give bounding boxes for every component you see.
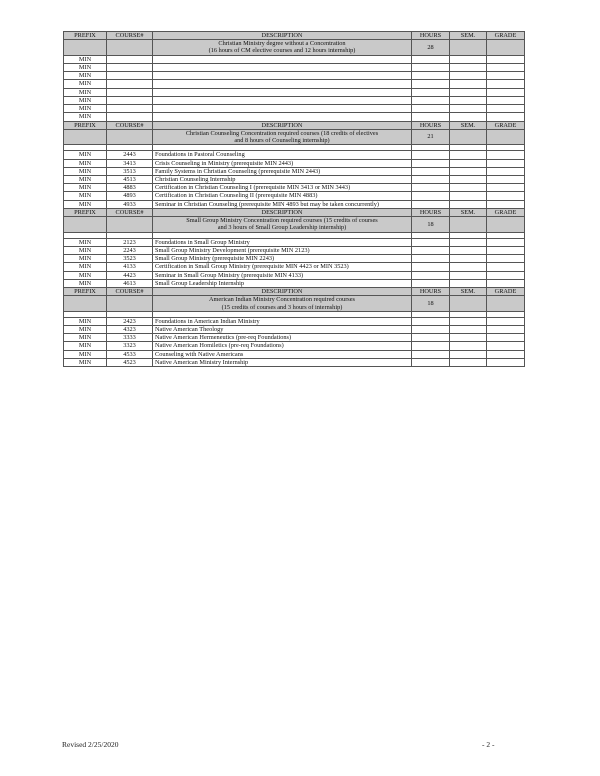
course-sem	[450, 238, 487, 246]
course-number	[107, 88, 153, 96]
section-title-row	[64, 129, 525, 144]
title-course-cell	[107, 129, 153, 144]
course-hours	[412, 334, 450, 342]
course-grade	[487, 159, 525, 167]
course-grade	[487, 271, 525, 279]
course-grade	[487, 358, 525, 366]
course-hours	[412, 246, 450, 254]
course-grade	[487, 88, 525, 96]
course-row	[64, 238, 525, 246]
course-row	[64, 263, 525, 271]
course-sem	[450, 325, 487, 333]
course-sem	[450, 317, 487, 325]
header-row	[64, 208, 525, 216]
course-sem	[450, 255, 487, 263]
course-header: COURSE#	[107, 288, 153, 296]
course-header: COURSE#	[107, 121, 153, 129]
title-grade-cell	[487, 296, 525, 311]
course-prefix: MIN	[64, 88, 107, 96]
course-hours	[412, 55, 450, 63]
grade-header: GRADE	[487, 32, 525, 40]
course-number: 3523	[107, 255, 153, 263]
course-prefix: MIN	[64, 358, 107, 366]
section-title-line2: and 3 hours of Small Group Leadership internship)	[217, 224, 347, 232]
title-grade-cell	[487, 129, 525, 144]
course-row	[64, 80, 525, 88]
title-course-cell	[107, 40, 153, 55]
course-grade	[487, 72, 525, 80]
course-hours	[412, 325, 450, 333]
sem-header: SEM.	[450, 208, 487, 216]
section-title-line2: (16 hours of CM elective courses and 12 hours internship)	[208, 47, 356, 55]
course-hours	[412, 63, 450, 71]
course-prefix: MIN	[64, 279, 107, 287]
section-title	[153, 217, 412, 232]
course-row	[64, 317, 525, 325]
course-prefix: MIN	[64, 184, 107, 192]
course-prefix: MIN	[64, 151, 107, 159]
section-title-row	[64, 40, 525, 55]
revised-date: Revised 2/25/2020	[62, 740, 119, 749]
course-description: Foundations in American Indian Ministry	[153, 317, 412, 325]
course-description: Native American Ministry Internship	[153, 358, 412, 366]
course-prefix: MIN	[64, 175, 107, 183]
prefix-header: PREFIX	[64, 32, 107, 40]
title-prefix-cell	[64, 129, 107, 144]
grade-header: GRADE	[487, 288, 525, 296]
course-grade	[487, 238, 525, 246]
course-grade	[487, 255, 525, 263]
course-prefix: MIN	[64, 263, 107, 271]
page-number: - 2 -	[482, 740, 495, 749]
course-grade	[487, 317, 525, 325]
course-prefix: MIN	[64, 238, 107, 246]
course-number: 4613	[107, 279, 153, 287]
section-hours: 18	[412, 296, 450, 311]
course-header: COURSE#	[107, 32, 153, 40]
course-number: 4133	[107, 263, 153, 271]
course-prefix: MIN	[64, 192, 107, 200]
course-grade	[487, 151, 525, 159]
course-grade	[487, 263, 525, 271]
course-row	[64, 200, 525, 208]
course-description: Crisis Counseling in Ministry (prerequisite MIN 2443)	[153, 159, 412, 167]
course-sem	[450, 342, 487, 350]
course-prefix: MIN	[64, 334, 107, 342]
course-prefix: MIN	[64, 255, 107, 263]
title-course-cell	[107, 296, 153, 311]
course-number	[107, 63, 153, 71]
course-prefix: MIN	[64, 63, 107, 71]
grade-header: GRADE	[487, 208, 525, 216]
course-prefix: MIN	[64, 317, 107, 325]
title-sem-cell	[450, 217, 487, 232]
header-row	[64, 288, 525, 296]
course-description	[153, 80, 412, 88]
course-number: 4933	[107, 200, 153, 208]
section-title-line2: (15 credits of courses and 3 hours of internship)	[221, 303, 343, 311]
section-title-line1: Christian Counseling Concentration required courses (18 credits of electives	[185, 129, 379, 137]
course-hours	[412, 263, 450, 271]
course-description: Christian Counseling Internship	[153, 175, 412, 183]
course-prefix: MIN	[64, 55, 107, 63]
course-sem	[450, 246, 487, 254]
course-row	[64, 334, 525, 342]
course-row	[64, 246, 525, 254]
section-title	[153, 296, 412, 311]
course-row	[64, 55, 525, 63]
course-row	[64, 342, 525, 350]
section-title-row	[64, 217, 525, 232]
course-number	[107, 80, 153, 88]
course-hours	[412, 96, 450, 104]
title-prefix-cell	[64, 296, 107, 311]
course-grade	[487, 80, 525, 88]
course-hours	[412, 88, 450, 96]
course-hours	[412, 350, 450, 358]
course-number	[107, 105, 153, 113]
course-grade	[487, 113, 525, 121]
sem-header: SEM.	[450, 288, 487, 296]
course-sem	[450, 113, 487, 121]
course-hours	[412, 167, 450, 175]
course-number: 2123	[107, 238, 153, 246]
course-sem	[450, 263, 487, 271]
course-row	[64, 192, 525, 200]
course-description: Native American Homiletics (pre-req Foundations)	[153, 342, 412, 350]
hours-header: HOURS	[412, 208, 450, 216]
course-prefix: MIN	[64, 113, 107, 121]
course-hours	[412, 192, 450, 200]
course-row	[64, 325, 525, 333]
section-title	[153, 40, 412, 55]
course-sem	[450, 271, 487, 279]
course-description: Certification in Christian Counseling I (prerequisite MIN 3413 or MIN 3443)	[153, 184, 412, 192]
section-hours: 28	[412, 40, 450, 55]
course-row	[64, 88, 525, 96]
course-grade	[487, 175, 525, 183]
title-sem-cell	[450, 129, 487, 144]
course-sem	[450, 334, 487, 342]
course-row	[64, 96, 525, 104]
course-hours	[412, 159, 450, 167]
course-row	[64, 167, 525, 175]
course-number: 4523	[107, 358, 153, 366]
header-row	[64, 121, 525, 129]
grade-header: GRADE	[487, 121, 525, 129]
sem-header: SEM.	[450, 32, 487, 40]
course-description: Seminar in Christian Counseling (prerequisite MIN 4893 but may be taken concurrently)	[153, 200, 412, 208]
course-prefix: MIN	[64, 167, 107, 175]
course-row	[64, 72, 525, 80]
course-sem	[450, 200, 487, 208]
course-prefix: MIN	[64, 246, 107, 254]
hours-header: HOURS	[412, 32, 450, 40]
section-title-line1: Small Group Ministry Concentration required courses (15 credits of courses	[186, 217, 378, 225]
course-number: 2423	[107, 317, 153, 325]
course-number	[107, 55, 153, 63]
course-header: COURSE#	[107, 208, 153, 216]
course-sem	[450, 175, 487, 183]
section-title	[153, 129, 412, 144]
course-number: 3513	[107, 167, 153, 175]
prefix-header: PREFIX	[64, 208, 107, 216]
prefix-header: PREFIX	[64, 288, 107, 296]
course-description: Certification in Christian Counseling II (prerequisite MIN 4883)	[153, 192, 412, 200]
course-prefix: MIN	[64, 350, 107, 358]
course-description: Counseling with Native Americans	[153, 350, 412, 358]
course-hours	[412, 271, 450, 279]
course-number: 2243	[107, 246, 153, 254]
prefix-header: PREFIX	[64, 121, 107, 129]
course-prefix: MIN	[64, 271, 107, 279]
course-row	[64, 350, 525, 358]
course-number: 4513	[107, 175, 153, 183]
course-description	[153, 63, 412, 71]
course-prefix: MIN	[64, 342, 107, 350]
course-row	[64, 113, 525, 121]
course-description: Native American Theology	[153, 325, 412, 333]
section-title-row	[64, 296, 525, 311]
course-grade	[487, 55, 525, 63]
course-row	[64, 358, 525, 366]
course-grade	[487, 200, 525, 208]
section-title-line2: and 8 hours of Counseling internship)	[234, 137, 330, 145]
section-hours: 21	[412, 129, 450, 144]
course-prefix: MIN	[64, 72, 107, 80]
course-sem	[450, 159, 487, 167]
hours-header: HOURS	[412, 288, 450, 296]
course-sem	[450, 279, 487, 287]
course-description: Family Systems in Christian Counseling (prerequisite MIN 2443)	[153, 167, 412, 175]
course-hours	[412, 279, 450, 287]
title-prefix-cell	[64, 217, 107, 232]
course-sem	[450, 96, 487, 104]
course-number: 3413	[107, 159, 153, 167]
title-course-cell	[107, 217, 153, 232]
course-row	[64, 151, 525, 159]
course-row	[64, 255, 525, 263]
course-sem	[450, 80, 487, 88]
course-hours	[412, 255, 450, 263]
course-row	[64, 184, 525, 192]
course-hours	[412, 238, 450, 246]
course-description	[153, 105, 412, 113]
course-grade	[487, 105, 525, 113]
course-row	[64, 271, 525, 279]
course-requirements-table	[63, 31, 525, 367]
title-prefix-cell	[64, 40, 107, 55]
course-prefix: MIN	[64, 105, 107, 113]
course-grade	[487, 342, 525, 350]
course-number: 4533	[107, 350, 153, 358]
course-hours	[412, 342, 450, 350]
course-grade	[487, 184, 525, 192]
course-hours	[412, 105, 450, 113]
course-prefix: MIN	[64, 325, 107, 333]
course-number: 3333	[107, 334, 153, 342]
course-number: 4893	[107, 192, 153, 200]
course-grade	[487, 334, 525, 342]
course-description: Foundations in Small Group Ministry	[153, 238, 412, 246]
course-description: Certification in Small Group Ministry (prerequisite MIN 4423 or MIN 3523)	[153, 263, 412, 271]
course-prefix: MIN	[64, 80, 107, 88]
course-prefix: MIN	[64, 200, 107, 208]
course-grade	[487, 96, 525, 104]
course-hours	[412, 317, 450, 325]
description-header: DESCRIPTION	[153, 121, 412, 129]
course-grade	[487, 192, 525, 200]
course-sem	[450, 88, 487, 96]
course-description: Seminar in Small Group Ministry (prerequisite MIN 4133)	[153, 271, 412, 279]
header-row	[64, 32, 525, 40]
course-sem	[450, 350, 487, 358]
course-description: Small Group Leadership Internship	[153, 279, 412, 287]
course-sem	[450, 55, 487, 63]
course-grade	[487, 246, 525, 254]
course-hours	[412, 200, 450, 208]
course-description	[153, 96, 412, 104]
course-description: Foundations in Pastoral Counseling	[153, 151, 412, 159]
course-number: 4423	[107, 271, 153, 279]
course-prefix: MIN	[64, 96, 107, 104]
course-number: 2443	[107, 151, 153, 159]
course-sem	[450, 192, 487, 200]
course-number	[107, 96, 153, 104]
title-grade-cell	[487, 40, 525, 55]
course-hours	[412, 72, 450, 80]
course-description	[153, 88, 412, 96]
course-grade	[487, 63, 525, 71]
course-row	[64, 279, 525, 287]
course-number	[107, 72, 153, 80]
course-row	[64, 159, 525, 167]
course-sem	[450, 63, 487, 71]
section-title-line1: American Indian Ministry Concentration required courses	[208, 296, 355, 304]
course-description: Small Group Ministry Development (prerequisite MIN 2123)	[153, 246, 412, 254]
course-sem	[450, 105, 487, 113]
course-description	[153, 113, 412, 121]
course-hours	[412, 113, 450, 121]
course-hours	[412, 184, 450, 192]
course-grade	[487, 350, 525, 358]
course-description: Small Group Ministry (prerequisite MIN 2243)	[153, 255, 412, 263]
course-sem	[450, 167, 487, 175]
description-header: DESCRIPTION	[153, 32, 412, 40]
title-sem-cell	[450, 40, 487, 55]
course-grade	[487, 167, 525, 175]
course-sem	[450, 358, 487, 366]
description-header: DESCRIPTION	[153, 288, 412, 296]
description-header: DESCRIPTION	[153, 208, 412, 216]
course-number	[107, 113, 153, 121]
course-sem	[450, 72, 487, 80]
course-prefix: MIN	[64, 159, 107, 167]
title-sem-cell	[450, 296, 487, 311]
section-title-line1: Christian Ministry degree without a Concentration	[218, 40, 346, 48]
course-description: Native American Hermeneutics (pre-req Foundations)	[153, 334, 412, 342]
title-grade-cell	[487, 217, 525, 232]
sem-header: SEM.	[450, 121, 487, 129]
course-sem	[450, 184, 487, 192]
course-row	[64, 63, 525, 71]
course-sem	[450, 151, 487, 159]
course-description	[153, 55, 412, 63]
course-grade	[487, 279, 525, 287]
course-number: 4883	[107, 184, 153, 192]
course-description	[153, 72, 412, 80]
course-hours	[412, 80, 450, 88]
course-row	[64, 175, 525, 183]
course-number: 3323	[107, 342, 153, 350]
hours-header: HOURS	[412, 121, 450, 129]
course-grade	[487, 325, 525, 333]
course-row	[64, 105, 525, 113]
course-hours	[412, 358, 450, 366]
course-hours	[412, 175, 450, 183]
course-hours	[412, 151, 450, 159]
section-hours: 18	[412, 217, 450, 232]
course-number: 4323	[107, 325, 153, 333]
